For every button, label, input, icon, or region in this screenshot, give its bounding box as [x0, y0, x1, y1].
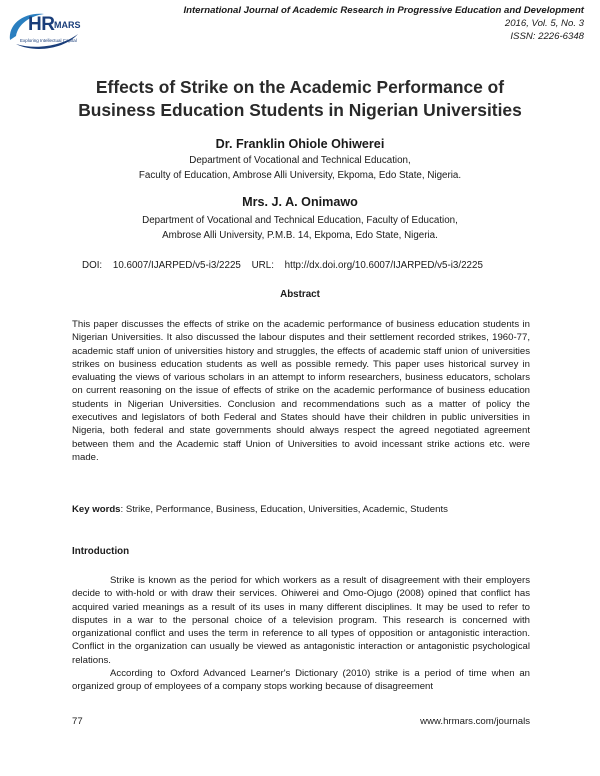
url-label: URL: — [251, 260, 274, 271]
intro-paragraph-1: Strike is known as the period for which workers as a result of disagreement with their employers decide to with-hold or with draw their services. Ohiwerei and Omo-Ojugo (2008) opined that conflict has acquired varied meanings as a result of its uses in many different disciplines. It may be used to refer to disputes in a war to the personal choice of a television program. This research is concerned with organizational conflict and uses the term in reference to all types of opposition or antagonistic interaction. Conflict in the organization can usually be viewed as antagonistic interaction or antagonistic psychological relations. — [72, 575, 530, 666]
abstract-text: This paper discusses the effects of strike on the academic performance of business education students in Nigerian Universities. It also discussed the labour disputes and their settlement recorded strikes, 1960-77, academic staff union of universities history and struggles, the effects of academic staff union of universities strikes on business education students as well as possible remedy. This paper uses historical survey in evaluating the views of various scholars in an attempt to inform researchers, business educators, scholars on current reasoning on the issue of effects of strike on the academic performance of business education students in Nigerian Universities. Conclusion and recommendations such as a matter of policy the executives and legislators of both Federal and States should have their children in public universities in Nigeria, both federal and state governments should always respect the agreed negotiated agreement between them and the Academic staff Union of Universities to avoid incessant strike actions etc. were made. — [72, 319, 530, 463]
journal-name: International Journal of Academic Research in Progressive Education and Development — [183, 5, 584, 16]
author-2-aff-line-2: Ambrose Alli University, P.M.B. 14, Ekpoma, Edo State, Nigeria. — [162, 230, 438, 241]
doi-value[interactable]: 10.6007/IJARPED/v5-i3/2225 — [112, 260, 241, 271]
hrmars-logo — [6, 10, 84, 54]
author-2-affiliation — [30, 213, 570, 243]
intro-paragraph-2: According to Oxford Advanced Learner's Dictionary (2010) strike is a period of time when an organized group of employees of a company stops working because of disagreement — [72, 668, 530, 693]
title-line-2: Business Education Students in Nigerian Universities — [78, 100, 522, 120]
author-2-aff-line-1: Department of Vocational and Technical Education, Faculty of Education, — [142, 215, 458, 226]
issn: ISSN: 2226-6348 — [510, 31, 584, 42]
website-link[interactable]: www.hrmars.com/journals — [420, 716, 530, 727]
doi-line — [82, 260, 491, 271]
keywords-text: : Strike, Performance, Business, Education, Universities, Academic, Students — [120, 504, 448, 515]
volume-line: 2016, Vol. 5, No. 3 — [504, 18, 584, 29]
logo-tagline: Exploring Intellectual Capital — [20, 38, 77, 43]
doi-label: DOI: — [82, 260, 103, 271]
page-number: 77 — [72, 716, 83, 727]
author-1-name: Dr. Franklin Ohiole Ohiwerei — [215, 137, 385, 151]
abstract-heading: Abstract — [280, 289, 320, 300]
author-1-affiliation — [30, 153, 570, 183]
title-line-1: Effects of Strike on the Academic Performance of — [95, 77, 505, 97]
url-value[interactable]: http://dx.doi.org/10.6007/IJARPED/v5-i3/2225 — [284, 260, 483, 271]
keywords-label: Key words — [72, 504, 121, 515]
journal-header — [183, 4, 584, 43]
keywords — [72, 503, 530, 516]
author-1-aff-line-2: Faculty of Education, Ambrose Alli University, Ekpoma, Edo State, Nigeria. — [138, 170, 462, 181]
logo-text-sub: MARS — [54, 20, 81, 30]
paper-title — [40, 76, 560, 122]
logo-text-main: HR — [28, 14, 55, 35]
author-2-name: Mrs. J. A. Onimawo — [242, 195, 358, 209]
introduction-heading: Introduction — [72, 546, 130, 557]
author-1-aff-line-1: Department of Vocational and Technical Education, — [189, 155, 411, 166]
